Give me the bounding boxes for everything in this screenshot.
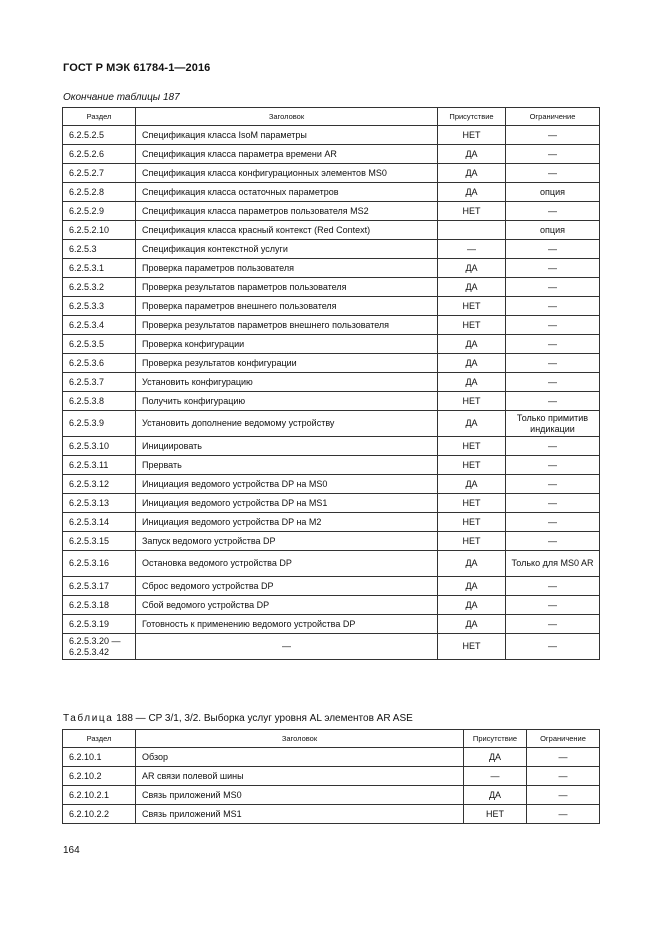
cell-restriction: — bbox=[506, 202, 600, 221]
table-row bbox=[63, 145, 600, 164]
cell-title: Связь приложений MS0 bbox=[136, 786, 464, 805]
cell-section: 6.2.5.3.12 bbox=[63, 475, 136, 494]
cell-section: 6.2.5.2.8 bbox=[63, 183, 136, 202]
cell-section: 6.2.5.3.5 bbox=[63, 335, 136, 354]
cell-presence: ДА bbox=[438, 373, 506, 392]
table-row bbox=[63, 532, 600, 551]
cell-restriction: — bbox=[506, 278, 600, 297]
cell-presence: ДА bbox=[438, 475, 506, 494]
table-188-caption-text: 188 — CP 3/1, 3/2. Выборка услуг уровня AL элементов AR ASE bbox=[116, 713, 413, 724]
cell-restriction: Только примитив индикации bbox=[506, 411, 600, 437]
table-row bbox=[63, 634, 600, 660]
cell-title: Сбой ведомого устройства DP bbox=[136, 596, 438, 615]
table-row bbox=[63, 259, 600, 278]
table-row bbox=[63, 202, 600, 221]
cell-section: 6.2.5.3.18 bbox=[63, 596, 136, 615]
header-title: Заголовок bbox=[136, 730, 464, 748]
table-row bbox=[63, 786, 600, 805]
cell-restriction: опция bbox=[506, 183, 600, 202]
table-row bbox=[63, 475, 600, 494]
table-row bbox=[63, 373, 600, 392]
cell-restriction: — bbox=[506, 475, 600, 494]
cell-title: Сброс ведомого устройства DP bbox=[136, 577, 438, 596]
table-row bbox=[63, 297, 600, 316]
cell-restriction: — bbox=[527, 786, 600, 805]
table-row bbox=[63, 221, 600, 240]
cell-title: Запуск ведомого устройства DP bbox=[136, 532, 438, 551]
cell-section: 6.2.10.2.2 bbox=[63, 805, 136, 824]
cell-restriction: — bbox=[506, 259, 600, 278]
cell-title: Инициация ведомого устройства DP на MS0 bbox=[136, 475, 438, 494]
cell-title: Спецификация класса конфигурационных элементов MS0 bbox=[136, 164, 438, 183]
header-section: Раздел bbox=[63, 108, 136, 126]
table-188 bbox=[62, 729, 600, 824]
cell-restriction: — bbox=[527, 748, 600, 767]
cell-presence: ДА bbox=[438, 354, 506, 373]
header-section: Раздел bbox=[63, 730, 136, 748]
cell-section: 6.2.5.3.13 bbox=[63, 494, 136, 513]
table-row bbox=[63, 615, 600, 634]
cell-title: Инициация ведомого устройства DP на M2 bbox=[136, 513, 438, 532]
header-presence: Присутствие bbox=[438, 108, 506, 126]
cell-section: 6.2.5.3.19 bbox=[63, 615, 136, 634]
cell-restriction: — bbox=[506, 316, 600, 335]
table-row bbox=[63, 392, 600, 411]
cell-presence: ДА bbox=[438, 411, 506, 437]
cell-restriction: — bbox=[506, 437, 600, 456]
table-row bbox=[63, 577, 600, 596]
cell-restriction: — bbox=[506, 145, 600, 164]
cell-section: 6.2.5.3.17 bbox=[63, 577, 136, 596]
table-row bbox=[63, 411, 600, 437]
cell-section: 6.2.10.1 bbox=[63, 748, 136, 767]
cell-title: Спецификация класса остаточных параметров bbox=[136, 183, 438, 202]
cell-presence: ДА bbox=[438, 615, 506, 634]
table-187 bbox=[62, 107, 600, 660]
cell-section: 6.2.5.3.6 bbox=[63, 354, 136, 373]
cell-title: Спецификация контекстной услуги bbox=[136, 240, 438, 259]
cell-presence: НЕТ bbox=[438, 202, 506, 221]
cell-presence: — bbox=[438, 240, 506, 259]
cell-restriction: — bbox=[506, 513, 600, 532]
cell-title: Связь приложений MS1 bbox=[136, 805, 464, 824]
table-row bbox=[63, 335, 600, 354]
cell-title: Проверка результатов параметров внешнего пользователя bbox=[136, 316, 438, 335]
cell-section: 6.2.5.3.14 bbox=[63, 513, 136, 532]
cell-restriction: — bbox=[506, 577, 600, 596]
cell-title: Остановка ведомого устройства DP bbox=[136, 551, 438, 577]
cell-section: 6.2.5.3 bbox=[63, 240, 136, 259]
cell-title: Инициировать bbox=[136, 437, 438, 456]
header-presence: Присутствие bbox=[464, 730, 527, 748]
cell-section: 6.2.5.3.20 — 6.2.5.3.42 bbox=[63, 634, 136, 660]
cell-title: Проверка параметров внешнего пользователя bbox=[136, 297, 438, 316]
cell-presence: НЕТ bbox=[438, 392, 506, 411]
cell-presence: НЕТ bbox=[438, 437, 506, 456]
cell-title: Спецификация класса параметра времени AR bbox=[136, 145, 438, 164]
cell-restriction: — bbox=[506, 164, 600, 183]
cell-presence: ДА bbox=[438, 551, 506, 577]
table-header-row bbox=[63, 108, 600, 126]
cell-title: Прервать bbox=[136, 456, 438, 475]
header-restriction: Ограничение bbox=[506, 108, 600, 126]
cell-section: 6.2.5.3.1 bbox=[63, 259, 136, 278]
header-restriction: Ограничение bbox=[527, 730, 600, 748]
cell-title: Проверка результатов конфигурации bbox=[136, 354, 438, 373]
cell-title: Установить конфигурацию bbox=[136, 373, 438, 392]
cell-title: AR связи полевой шины bbox=[136, 767, 464, 786]
cell-section: 6.2.5.2.7 bbox=[63, 164, 136, 183]
cell-presence: ДА bbox=[464, 786, 527, 805]
cell-title: Спецификация класса IsoM параметры bbox=[136, 126, 438, 145]
cell-restriction: — bbox=[506, 615, 600, 634]
cell-title: Обзор bbox=[136, 748, 464, 767]
cell-title: Готовность к применению ведомого устройства DP bbox=[136, 615, 438, 634]
table-row bbox=[63, 596, 600, 615]
cell-restriction: — bbox=[506, 240, 600, 259]
cell-presence: НЕТ bbox=[438, 126, 506, 145]
cell-section: 6.2.10.2.1 bbox=[63, 786, 136, 805]
table-row bbox=[63, 456, 600, 475]
cell-section: 6.2.5.3.10 bbox=[63, 437, 136, 456]
cell-presence: НЕТ bbox=[438, 297, 506, 316]
cell-title: Проверка параметров пользователя bbox=[136, 259, 438, 278]
cell-presence: ДА bbox=[438, 183, 506, 202]
cell-title: Спецификация класса красный контекст (Red Context) bbox=[136, 221, 438, 240]
table-row bbox=[63, 183, 600, 202]
table-row bbox=[63, 513, 600, 532]
table-header-row bbox=[63, 730, 600, 748]
cell-presence: — bbox=[464, 767, 527, 786]
cell-presence: ДА bbox=[438, 259, 506, 278]
table-row bbox=[63, 316, 600, 335]
table-row bbox=[63, 767, 600, 786]
cell-section: 6.2.5.2.5 bbox=[63, 126, 136, 145]
cell-title: Инициация ведомого устройства DP на MS1 bbox=[136, 494, 438, 513]
cell-title: Установить дополнение ведомому устройству bbox=[136, 411, 438, 437]
cell-presence: ДА bbox=[438, 577, 506, 596]
cell-restriction: — bbox=[506, 335, 600, 354]
table-row bbox=[63, 551, 600, 577]
table-row bbox=[63, 437, 600, 456]
cell-section: 6.2.5.2.6 bbox=[63, 145, 136, 164]
cell-section: 6.2.5.2.10 bbox=[63, 221, 136, 240]
cell-title: Получить конфигурацию bbox=[136, 392, 438, 411]
table-row bbox=[63, 278, 600, 297]
cell-presence: ДА bbox=[438, 145, 506, 164]
table-187-caption: Окончание таблицы 187 bbox=[63, 92, 180, 103]
cell-presence: ДА bbox=[438, 278, 506, 297]
cell-section: 6.2.10.2 bbox=[63, 767, 136, 786]
cell-presence: НЕТ bbox=[464, 805, 527, 824]
cell-section: 6.2.5.2.9 bbox=[63, 202, 136, 221]
cell-restriction: — bbox=[506, 532, 600, 551]
cell-section: 6.2.5.3.4 bbox=[63, 316, 136, 335]
cell-restriction: — bbox=[527, 805, 600, 824]
cell-title: Проверка результатов параметров пользователя bbox=[136, 278, 438, 297]
cell-presence: НЕТ bbox=[438, 532, 506, 551]
table-188-caption bbox=[63, 713, 413, 724]
cell-presence bbox=[438, 221, 506, 240]
table-row bbox=[63, 240, 600, 259]
table-row bbox=[63, 748, 600, 767]
cell-section: 6.2.5.3.9 bbox=[63, 411, 136, 437]
cell-presence: НЕТ bbox=[438, 513, 506, 532]
cell-section: 6.2.5.3.2 bbox=[63, 278, 136, 297]
table-row bbox=[63, 164, 600, 183]
cell-restriction: опция bbox=[506, 221, 600, 240]
cell-restriction: — bbox=[506, 392, 600, 411]
cell-restriction: — bbox=[506, 373, 600, 392]
cell-restriction: — bbox=[506, 297, 600, 316]
cell-presence: ДА bbox=[438, 335, 506, 354]
cell-presence: ДА bbox=[438, 164, 506, 183]
cell-restriction: — bbox=[506, 634, 600, 660]
cell-restriction: — bbox=[506, 354, 600, 373]
cell-title: Проверка конфигурации bbox=[136, 335, 438, 354]
table-row bbox=[63, 494, 600, 513]
cell-section: 6.2.5.3.3 bbox=[63, 297, 136, 316]
cell-section: 6.2.5.3.15 bbox=[63, 532, 136, 551]
table-188-caption-label: Таблица bbox=[63, 713, 114, 724]
page-number: 164 bbox=[63, 845, 80, 856]
cell-restriction: — bbox=[506, 126, 600, 145]
table-row bbox=[63, 805, 600, 824]
cell-restriction: — bbox=[506, 596, 600, 615]
cell-section: 6.2.5.3.11 bbox=[63, 456, 136, 475]
cell-section: 6.2.5.3.8 bbox=[63, 392, 136, 411]
cell-restriction: — bbox=[527, 767, 600, 786]
cell-restriction: Только для MS0 AR bbox=[506, 551, 600, 577]
header-title: Заголовок bbox=[136, 108, 438, 126]
cell-section: 6.2.5.3.16 bbox=[63, 551, 136, 577]
table-row bbox=[63, 354, 600, 373]
table-row bbox=[63, 126, 600, 145]
document-title: ГОСТ Р МЭК 61784-1—2016 bbox=[63, 62, 211, 74]
cell-restriction: — bbox=[506, 494, 600, 513]
cell-presence: ДА bbox=[438, 596, 506, 615]
cell-presence: НЕТ bbox=[438, 494, 506, 513]
cell-presence: ДА bbox=[464, 748, 527, 767]
cell-restriction: — bbox=[506, 456, 600, 475]
cell-title: — bbox=[136, 634, 438, 660]
cell-presence: НЕТ bbox=[438, 634, 506, 660]
cell-section: 6.2.5.3.7 bbox=[63, 373, 136, 392]
cell-presence: НЕТ bbox=[438, 316, 506, 335]
cell-presence: НЕТ bbox=[438, 456, 506, 475]
cell-title: Спецификация класса параметров пользователя MS2 bbox=[136, 202, 438, 221]
